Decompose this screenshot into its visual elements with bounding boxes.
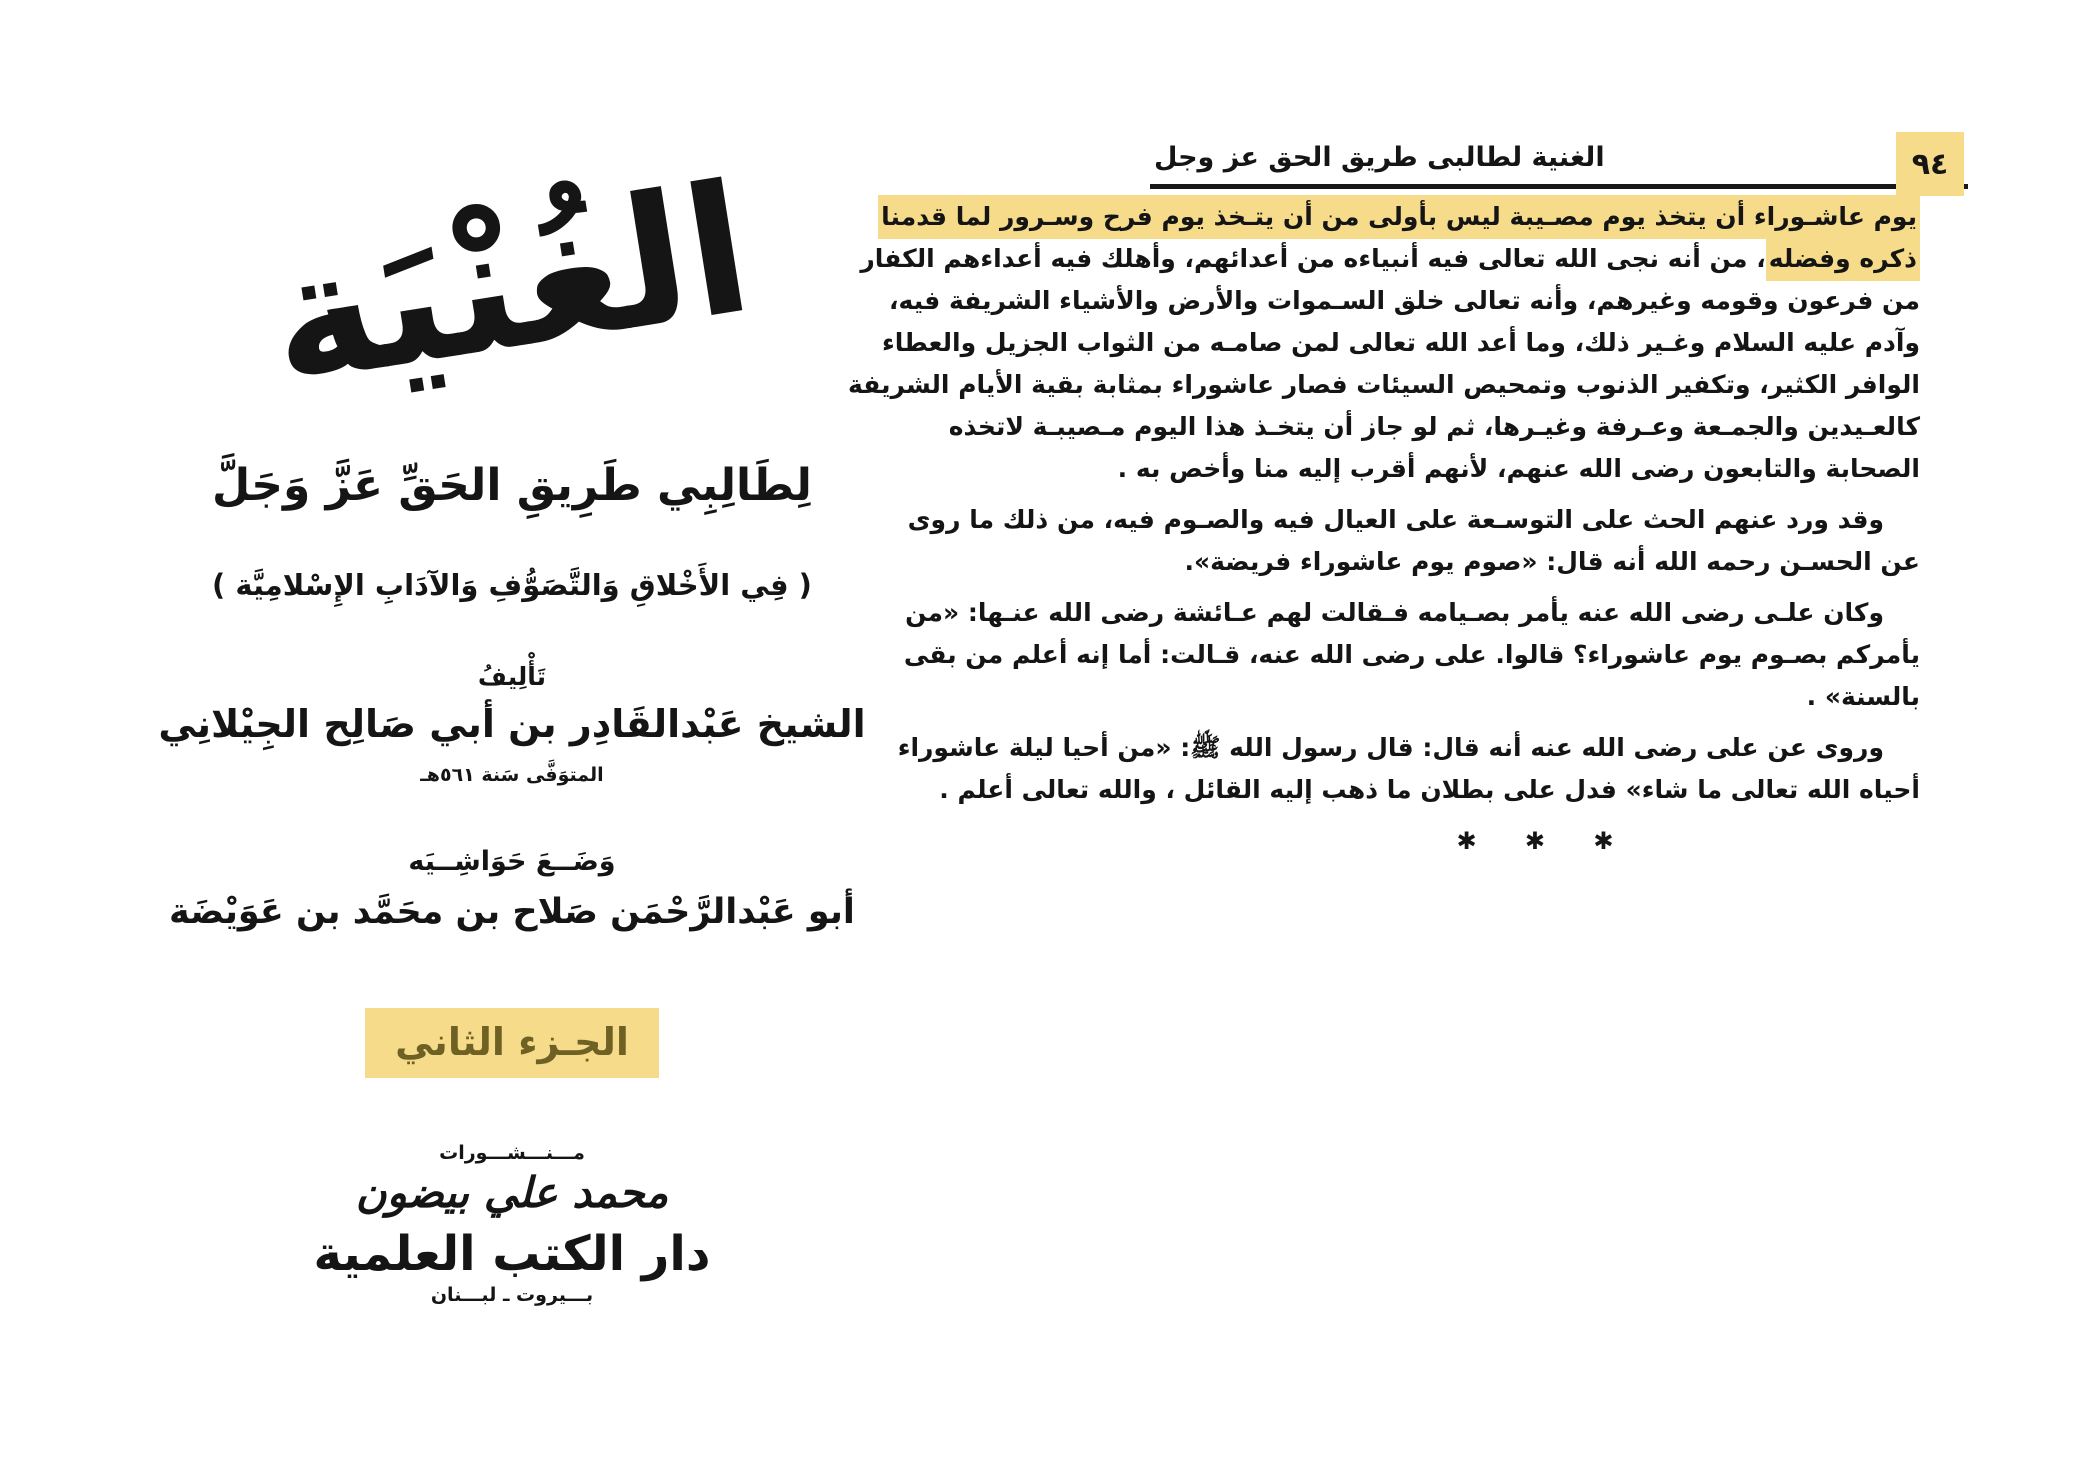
page-number: ٩٤ xyxy=(1911,146,1949,182)
author-death-note: المتوَفَّى سَنة ٥٦١هـ xyxy=(420,764,604,786)
header-rule xyxy=(1150,184,1968,189)
highlight-span: يوم عاشـوراء أن يتخذ يوم مصـيبة ليس بأولى من أن يتـخذ يوم فرح وسـرور لما قدمنا xyxy=(878,195,1920,239)
body-line: وروى عن على رضى الله عنه أنه قال: قال رسول الله ﷺ: «من أحيا ليلة عاشوراء xyxy=(897,733,1884,762)
paragraph xyxy=(848,196,1920,490)
paragraph xyxy=(897,727,1920,811)
paragraph xyxy=(907,499,1920,583)
body-line xyxy=(881,196,1920,238)
section-separator: ✱ ✱ ✱ xyxy=(1456,827,1634,855)
body-line: كالعـيدين والجمـعة وعـرفة وغيـرها، ثم لو جاز أن يتخـذ هذا اليوم مـصيبـة لاتخذه xyxy=(948,412,1920,441)
annotator-name: أبو عَبْدالرَّحْمَن صَلاح بن محَمَّد بن عَوَيْضَة xyxy=(169,892,855,932)
body-text xyxy=(848,196,1920,855)
paragraph xyxy=(903,592,1920,718)
body-line xyxy=(860,238,1920,280)
book-subtitle: لِطَالِبِي طَرِيقِ الحَقِّ عَزَّ وَجَلَّ xyxy=(212,460,812,511)
annotator-label: وَضَــعَ حَوَاشِــيَه xyxy=(408,846,616,877)
book-title-calligraphy: الغُنْيَة xyxy=(255,144,764,425)
publisher-location: بـــيروت ـ لبـــنان xyxy=(430,1284,594,1306)
body-line: وقد ورد عنهم الحث على التوسـعة على العيال فيه والصـوم فيه، من ذلك ما روى xyxy=(907,505,1884,534)
body-line: الصحابة والتابعون رضى الله عنهم، لأنهم أقرب إليه منا وأخص به . xyxy=(1117,454,1920,483)
line-text: ، من أنه نجى الله تعالى فيه أنبياءه من أعدائهم، وأهلك فيه أعداءهم الكفار xyxy=(860,244,1766,273)
body-line: من فرعون وقومه وغيرهم، وأنه تعالى خلق السـموات والأرض والأشياء الشريفة فيه، xyxy=(889,286,1920,315)
body-line: الوافر الكثير، وتكفير الذنوب وتمحيص السيئات فصار عاشوراء بمثابة بقية الأيام الشريفة xyxy=(848,370,1920,399)
authorship-label: تَأْلِيفُ xyxy=(477,662,547,691)
highlight-span: ذكره وفضله xyxy=(1766,237,1920,281)
scope-note: ( فِي الأَخْلاقِ وَالتَّصَوُّفِ وَالآدَابِ الإِسْلامِيَّة ) xyxy=(212,568,812,602)
publications-label: مـــنـــشـــورات xyxy=(439,1142,585,1164)
body-line: يأمركم بصـوم يوم عاشوراء؟ قالوا. على رضى الله عنه، قـالت: أما إنه أعلم من بقى xyxy=(903,640,1920,669)
body-line: أحياه الله تعالى ما شاء» فدل على بطلان ما ذهب إليه القائل ، والله تعالى أعلم . xyxy=(939,775,1920,804)
volume-badge: الجـزء الثاني xyxy=(365,1008,659,1078)
body-line: بالسنة» . xyxy=(1806,682,1920,711)
text-page xyxy=(848,132,1949,932)
page-number-badge xyxy=(1896,132,1964,196)
publishing-house-name: دار الكتب العلمية xyxy=(313,1226,711,1282)
publisher-signature: محمد علي بيضون xyxy=(355,1168,669,1217)
title-page xyxy=(142,130,882,1410)
body-line: وآدم عليه السلام وغـير ذلك، وما أعد الله تعالى لمن صامـه من الثواب الجزيل والعطاء xyxy=(882,328,1920,357)
body-line: وكان علـى رضى الله عنه يأمر بصـيامه فـقالت لهم عـائشة رضى الله عنـها: «من xyxy=(905,598,1884,627)
running-title: الغنية لطالبى طريق الحق عز وجل xyxy=(1154,142,1605,173)
author-name: الشيخ عَبْدالقَادِر بن أبي صَالِح الجِيْلانِي xyxy=(158,702,866,746)
volume-badge-row xyxy=(142,1008,882,1078)
body-line: عن الحسـن رحمه الله أنه قال: «صوم يوم عاشوراء فريضة». xyxy=(1184,547,1920,576)
